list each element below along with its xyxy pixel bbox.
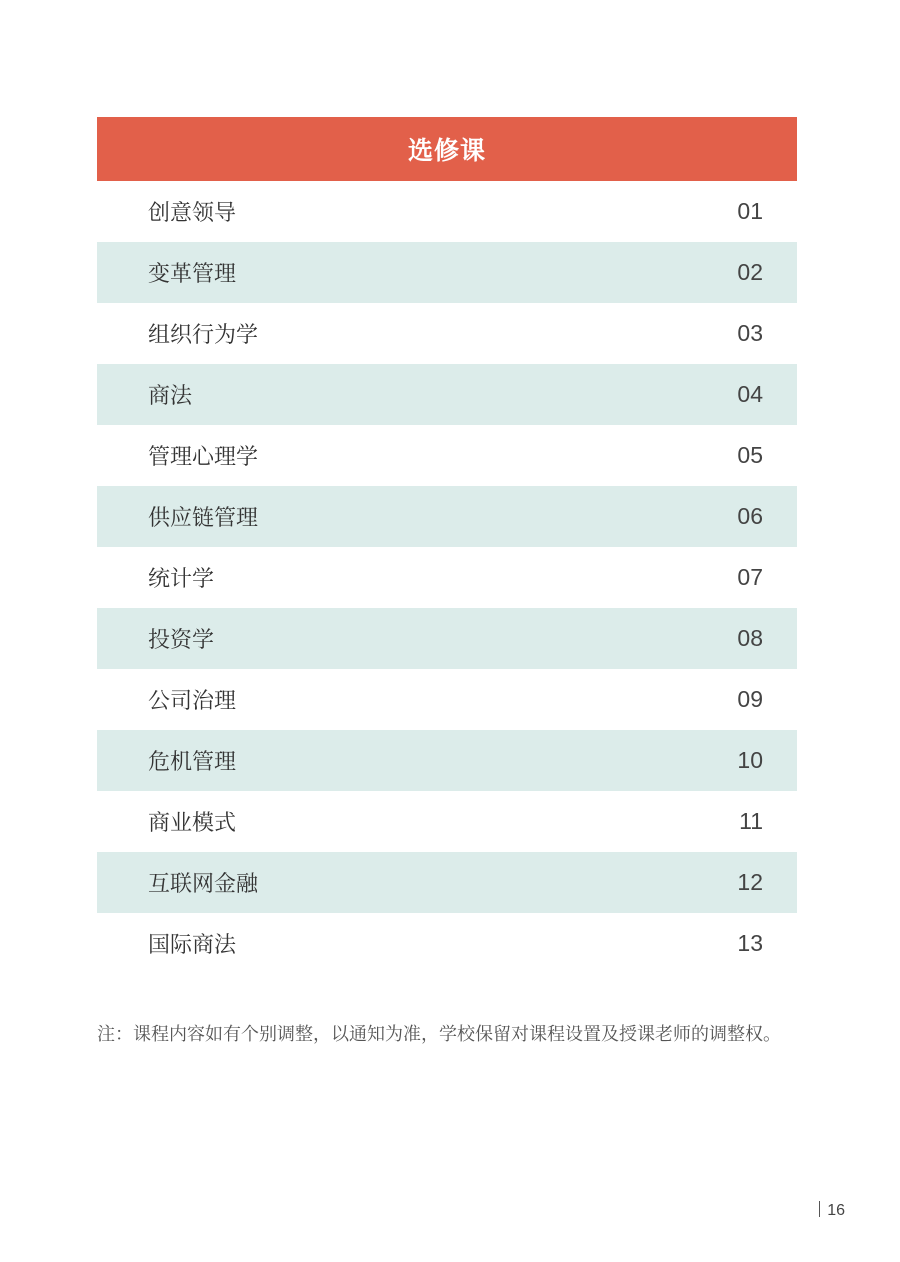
table-row [97,913,797,974]
course-number: 06 [737,503,763,529]
table-row [97,425,797,486]
course-name: 商法 [148,384,193,409]
course-name: 危机管理 [148,750,237,775]
course-name: 公司治理 [148,689,237,714]
table-row [97,791,797,852]
course-number: 10 [737,747,763,773]
course-name: 互联网金融 [148,872,259,897]
course-number: 03 [737,320,763,346]
table-row [97,669,797,730]
course-number: 13 [737,930,763,956]
page-divider [819,1201,820,1217]
course-name: 投资学 [148,628,215,653]
course-number: 04 [737,381,763,407]
course-number: 05 [737,442,763,468]
table-row [97,364,797,425]
course-name: 商业模式 [148,811,237,836]
course-number: 08 [737,625,763,651]
page-number-value: 16 [827,1202,845,1219]
course-name: 变革管理 [148,262,237,287]
table-row [97,181,797,242]
course-number: 07 [737,564,763,590]
course-number: 12 [737,869,763,895]
table-row [97,303,797,364]
course-number: 11 [739,808,763,834]
course-name: 管理心理学 [148,445,259,470]
page-number [819,1201,845,1220]
table-row [97,486,797,547]
course-number: 01 [737,198,763,224]
course-name: 供应链管理 [148,506,259,531]
table-row [97,730,797,791]
course-name: 组织行为学 [148,323,259,348]
course-number: 09 [737,686,763,712]
course-name: 统计学 [148,567,215,592]
table-row [97,547,797,608]
course-name: 国际商法 [148,933,237,958]
course-name: 创意领导 [148,201,237,226]
table-row [97,608,797,669]
elective-course-table [97,117,797,974]
course-number: 02 [737,259,763,285]
table-row [97,852,797,913]
table-row [97,242,797,303]
footnote: 注：课程内容如有个别调整，以通知为准，学校保留对课程设置及授课老师的调整权。 [97,1024,781,1045]
table-title: 选修课 [97,117,797,181]
